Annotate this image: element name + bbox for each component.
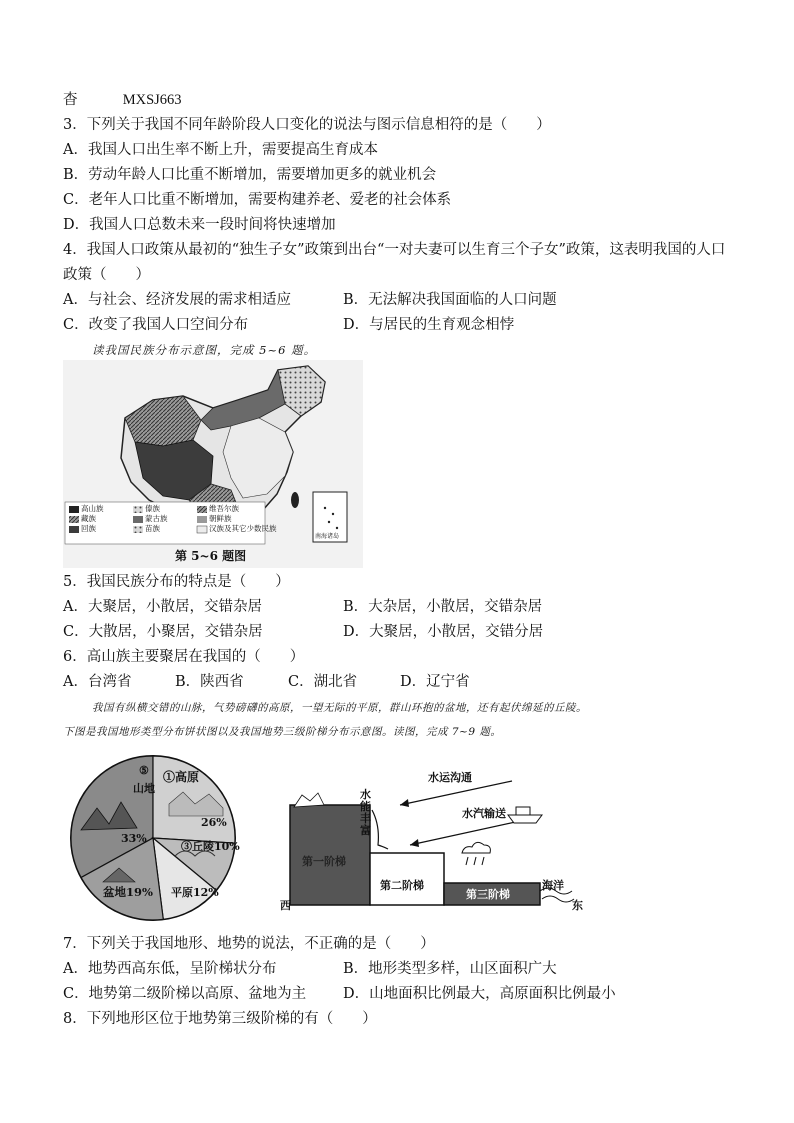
question-7-option-c: C．地势第二级阶梯以高原、盆地为主 (63, 986, 307, 1002)
question-5-option-b: B．大杂居，小散居，交错杂居 (343, 599, 543, 615)
question-5-stem: 5．我国民族分布的特点是（ ） (63, 574, 290, 590)
question-3-stem: 3．下列关于我国不同年龄阶段人口变化的说法与图示信息相符的是（ ） (63, 117, 551, 133)
ethnic-distribution-map (63, 360, 363, 568)
header-code: MXSJ663 (122, 92, 182, 108)
pie-label-26: 26% (201, 816, 227, 829)
question-8-stem: 8．下列地形区位于地势第三级阶梯的有（ ） (63, 1011, 377, 1027)
question-5-option-a: A．大聚居，小散居，交错杂居 (63, 599, 262, 615)
legend-col-2 (145, 504, 168, 534)
question-4-stem: 4．我国人口政策从最初的“独生子女”政策到出台“一对夫妻可以生育三个子女”政策，这表明我国的人口 (63, 242, 726, 258)
header-char: 杳 (63, 92, 78, 108)
cloud-icon (462, 842, 490, 853)
label-hydro: 水能丰富 (360, 788, 371, 837)
question-7-option-a: A．地势西高东低，呈阶梯状分布 (63, 961, 277, 977)
inset-label: 南海诸岛 (315, 533, 340, 540)
legend-label: 蒙古族 (145, 514, 168, 523)
arrowhead (400, 799, 409, 807)
legend-col-1 (81, 504, 104, 534)
arrowhead (410, 839, 419, 847)
page-header (63, 90, 182, 110)
question-4-option-c: C．改变了我国人口空间分布 (63, 317, 249, 333)
ship-icon (508, 815, 542, 823)
label-water-transport: 水运沟通 (428, 771, 472, 784)
legend-label: 高山族 (81, 504, 104, 513)
legend-label: 苗族 (145, 524, 160, 533)
question-3-option-a: A．我国人口出生率不断上升，需要提高生育成本 (63, 142, 378, 158)
pie-label-basin: 盆地19% (103, 885, 153, 899)
question-4-option-b: B．无法解决我国面临的人口问题 (343, 292, 557, 308)
map-caption: 第 5~6 题图 (175, 549, 247, 563)
legend-label: 朝鲜族 (209, 514, 232, 523)
label-step-1: 第一阶梯 (302, 855, 346, 868)
question-4-stem-cont: 政策（ ） (63, 267, 150, 283)
arrow-vapor (410, 821, 520, 845)
legend-label: 藏族 (81, 514, 96, 523)
question-6-option-c: C．湖北省 (288, 674, 358, 690)
question-5-option-d: D．大聚居，小散居，交错分居 (343, 624, 544, 640)
pie-label-plain: 平原12% (171, 886, 219, 899)
intro-7-9-line-2: 下图是我国地形类型分布饼状图以及我国地势三级阶梯分布示意图。读图，完成 7~9 题。 (63, 726, 502, 738)
waterfall (372, 810, 388, 849)
question-4-option-a: A．与社会、经济发展的需求相适应 (63, 292, 291, 308)
ocean-wave (542, 896, 574, 902)
question-7-option-b: B．地形类型多样，山区面积广大 (343, 961, 557, 977)
question-3-option-b: B．劳动年龄人口比重不断增加，需要增加更多的就业机会 (63, 167, 437, 183)
question-6-option-b: B．陕西省 (175, 674, 244, 690)
legend-col-3 (209, 504, 277, 534)
question-3-option-c: C．老年人口比重不断增加，需要构建养老、爱老的社会体系 (63, 192, 452, 208)
pie-label-mountain: 山地 (133, 782, 155, 795)
label-east: 东 (572, 899, 583, 912)
legend-label: 汉族及其它少数民族 (209, 524, 277, 533)
intro-7-9-line-1: 我国有纵横交错的山脉，气势磅礴的高原，一望无际的平原，群山环抱的盆地，还有起伏绵延的丘陵。 (92, 702, 587, 714)
label-ocean: 海洋 (542, 879, 564, 892)
question-6-option-d: D．辽宁省 (400, 674, 470, 690)
label-step-2: 第二阶梯 (380, 879, 424, 892)
pie-label-mountain-num: ⑤ (139, 764, 149, 777)
question-6-option-a: A．台湾省 (63, 674, 132, 690)
step-1-peak (294, 793, 324, 807)
region-taiwan (291, 492, 299, 508)
label-vapor: 水汽输送 (462, 807, 506, 820)
pie-label-33: 33% (121, 832, 147, 845)
question-3-option-d: D．我国人口总数未来一段时间将快速增加 (63, 217, 336, 233)
question-7-stem: 7．下列关于我国地形、地势的说法，不正确的是（ ） (63, 936, 435, 952)
question-4-option-d: D．与居民的生育观念相悖 (343, 317, 515, 333)
legend-label: 回族 (81, 524, 96, 533)
terrain-pie-chart (63, 752, 243, 924)
question-7-option-d: D．山地面积比例最大，高原面积比例最小 (343, 986, 616, 1002)
terrain-steps-diagram (280, 765, 590, 925)
label-step-3: 第三阶梯 (466, 888, 510, 901)
pie-label-hill: ③丘陵10% (181, 840, 240, 853)
question-6-stem: 6．高山族主要聚居在我国的（ ） (63, 649, 305, 665)
legend-label: 维吾尔族 (209, 504, 239, 513)
intro-5-6: 读我国民族分布示意图，完成 5~6 题。 (92, 343, 317, 357)
question-5-option-c: C．大散居，小聚居，交错杂居 (63, 624, 263, 640)
pie-label-plateau: ①高原 (163, 770, 200, 784)
steps-graphic (280, 765, 590, 925)
legend-label: 傣族 (145, 504, 160, 513)
label-west: 西 (280, 899, 291, 912)
